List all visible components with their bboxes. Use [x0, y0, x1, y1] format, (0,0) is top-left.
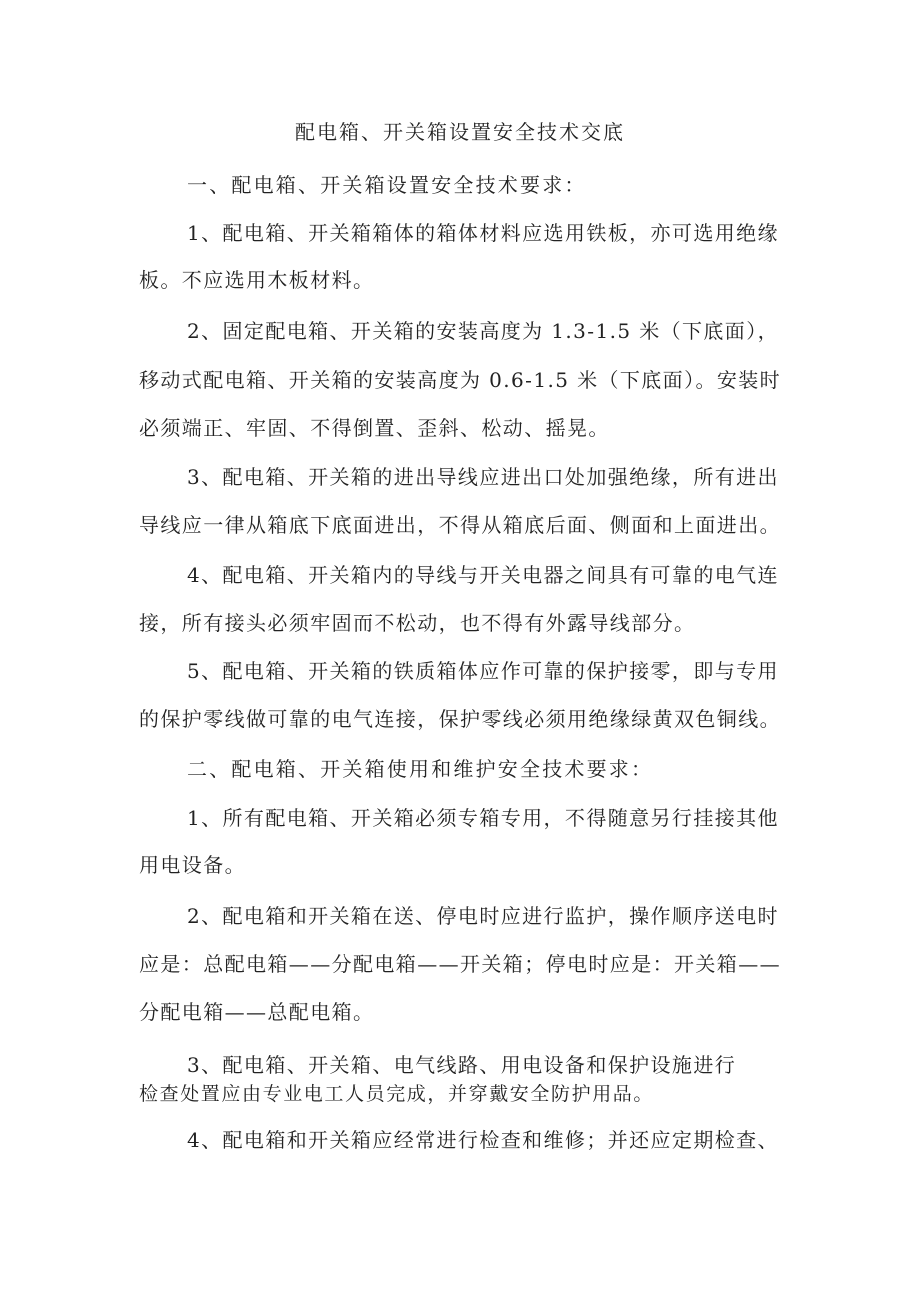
section2-heading: 二、配电箱、开关箱使用和维护安全技术要求：	[187, 757, 654, 781]
section2-item3-line2: 检查处置应由专业电工人员完成，并穿戴安全防护用品。	[139, 1083, 655, 1105]
section1-item1-line2: 板。不应选用木板材料。	[139, 268, 375, 292]
section2-item1-line2: 用电设备。	[139, 853, 246, 877]
section2-item2-line3: 分配电箱——总配电箱。	[139, 1000, 375, 1024]
document-title: 配电箱、开关箱设置安全技术交底	[295, 120, 625, 144]
section1-item2-line1: 2、固定配电箱、开关箱的安装高度为 1.3-1.5 米（下底面），	[187, 319, 780, 343]
section2-item2-line1: 2、配电箱和开关箱在送、停电时应进行监护，操作顺序送电时	[187, 904, 779, 928]
section1-heading: 一、配电箱、开关箱设置安全技术要求：	[187, 173, 587, 197]
section2-item2-line2: 应是：总配电箱——分配电箱——开关箱；停电时应是：开关箱——	[139, 952, 781, 976]
section2-item3-line1: 3、配电箱、开关箱、电气线路、用电设备和保护设施进行	[187, 1053, 737, 1077]
section2-item4-line1: 4、配电箱和开关箱应经常进行检查和维修；并还应定期检查、	[187, 1128, 779, 1152]
section1-item5-line2: 的保护零线做可靠的电气连接，保护零线必须用绝缘绿黄双色铜线。	[139, 707, 781, 731]
section1-item1-line1: 1、配电箱、开关箱箱体的箱体材料应选用铁板，亦可选用绝缘	[187, 221, 779, 245]
section1-item3-line2: 导线应一律从箱底下底面进出，不得从箱底后面、侧面和上面进出。	[139, 513, 781, 537]
section2-item1-line1: 1、所有配电箱、开关箱必须专箱专用，不得随意另行挂接其他	[187, 806, 779, 830]
section1-item5-line1: 5、配电箱、开关箱的铁质箱体应作可靠的保护接零，即与专用	[187, 659, 779, 683]
section1-item4-line1: 4、配电箱、开关箱内的导线与开关电器之间具有可靠的电气连	[187, 563, 779, 587]
section1-item2-line3: 必须端正、牢固、不得倒置、歪斜、松动、摇晃。	[139, 416, 610, 440]
section1-item3-line1: 3、配电箱、开关箱的进出导线应进出口处加强绝缘，所有进出	[187, 465, 779, 489]
section1-item4-line2: 接，所有接头必须牢固而不松动，也不得有外露导线部分。	[139, 611, 696, 635]
section1-item2-line2: 移动式配电箱、开关箱的安装高度为 0.6-1.5 米（下底面）。安装时	[139, 368, 782, 392]
